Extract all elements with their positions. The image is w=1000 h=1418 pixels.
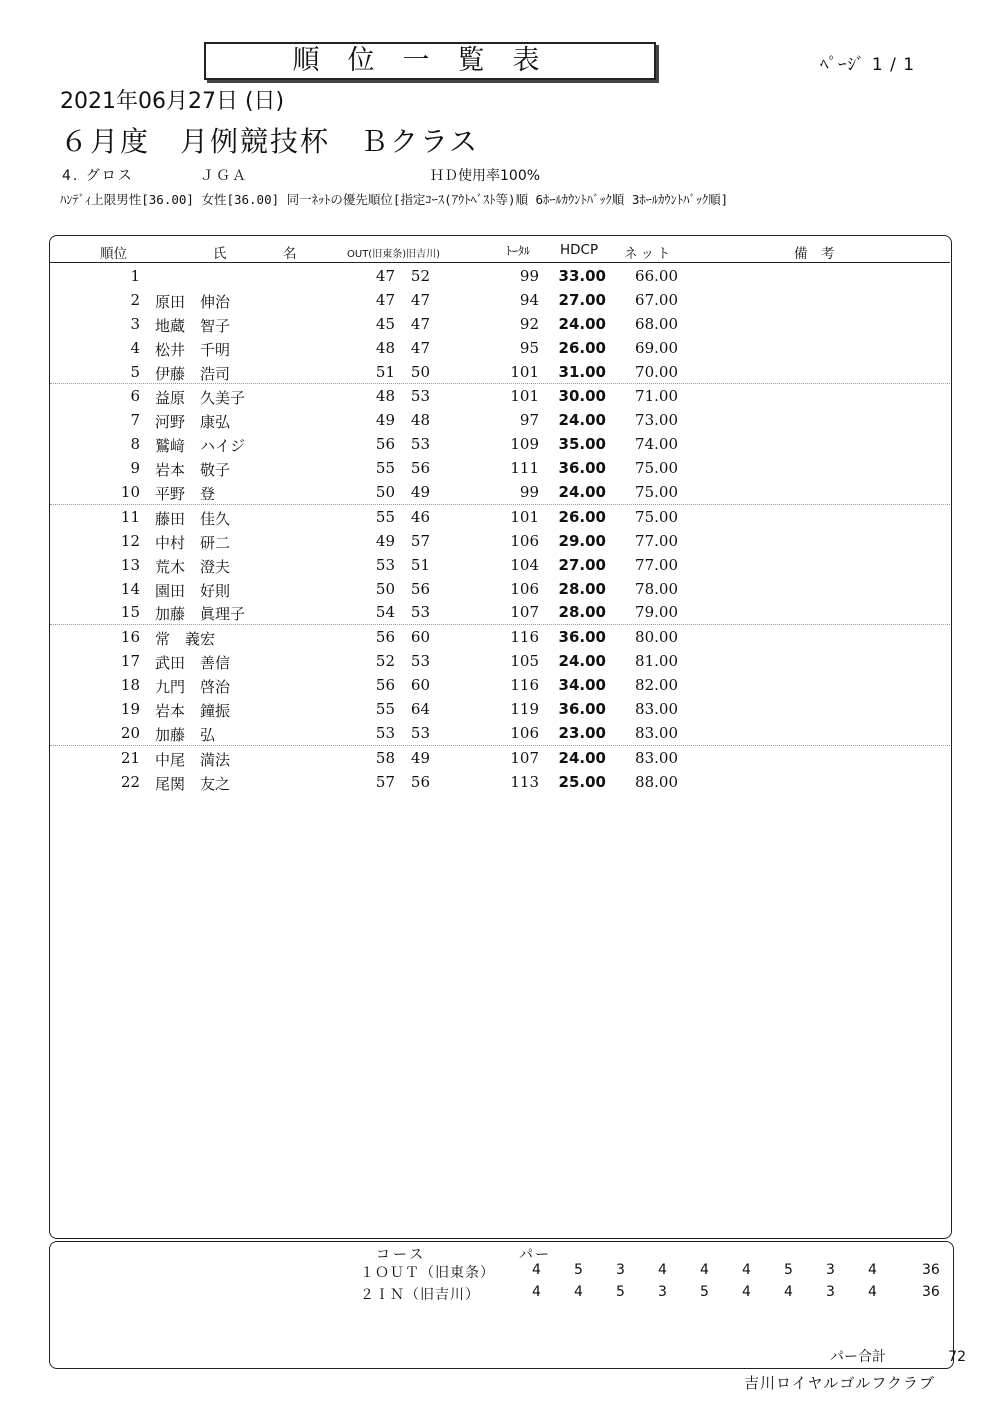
- net-cell: 67.00: [635, 290, 678, 309]
- in-score-cell: 47: [410, 338, 430, 357]
- results-table-body: [50, 264, 950, 794]
- net-cell: 74.00: [635, 435, 678, 454]
- table-row: [50, 721, 950, 746]
- player-name-cell: 鷲﨑 ハイジ: [155, 437, 246, 456]
- hdcp-cell: 31.00: [558, 362, 606, 381]
- hole-par: 5: [784, 1262, 793, 1278]
- in-score-cell: 53: [410, 435, 430, 454]
- net-cell: 83.00: [635, 723, 678, 742]
- rank-cell: 19: [120, 700, 140, 719]
- total-cell: 116: [510, 628, 539, 647]
- player-name-cell: 武田 善信: [155, 654, 231, 673]
- in-score-cell: 53: [410, 723, 430, 742]
- table-row: [50, 336, 950, 360]
- in-score-cell: 52: [410, 267, 430, 285]
- net-cell: 80.00: [635, 628, 678, 647]
- rank-cell: 10: [120, 483, 140, 502]
- in-score-cell: 57: [410, 531, 430, 550]
- table-row: [50, 456, 950, 480]
- net-cell: 71.00: [635, 387, 678, 406]
- hole-par: 4: [742, 1262, 751, 1278]
- handicap-org: ＪＧＡ: [200, 168, 248, 184]
- table-row: [50, 673, 950, 697]
- out-score-cell: 47: [375, 267, 395, 285]
- player-name-cell: 地蔵 智子: [155, 316, 231, 335]
- hdcp-cell: 36.00: [558, 628, 606, 647]
- total-cell: 101: [510, 387, 539, 406]
- out-score-cell: 49: [375, 411, 395, 430]
- hole-par: 5: [574, 1262, 583, 1278]
- hdcp-cell: 24.00: [558, 652, 606, 671]
- table-row: [50, 553, 950, 577]
- col-name-family: 氏: [213, 246, 227, 262]
- rank-cell: 20: [120, 723, 140, 742]
- total-cell: 106: [510, 723, 539, 742]
- rank-cell: 5: [130, 362, 140, 381]
- rank-cell: 17: [120, 652, 140, 671]
- player-name-cell: 益原 久美子: [155, 389, 246, 408]
- player-name-cell: 尾関 友之: [155, 774, 231, 793]
- total-cell: 101: [510, 507, 539, 526]
- hdcp-cell: 34.00: [558, 676, 606, 695]
- out-score-cell: 53: [375, 723, 395, 742]
- in-score-cell: 53: [410, 603, 430, 622]
- hdcp-cell: 29.00: [558, 531, 606, 550]
- total-cell: 99: [519, 483, 539, 502]
- table-row: [50, 480, 950, 505]
- player-name-cell: 加藤 眞理子: [155, 605, 246, 624]
- table-row: [50, 312, 950, 336]
- out-score-cell: 47: [375, 290, 395, 309]
- club-name: 吉川ロイヤルゴルフクラブ: [744, 1374, 935, 1392]
- hdcp-cell: 27.00: [558, 290, 606, 309]
- out-score-cell: 56: [375, 435, 395, 454]
- hdcp-cell: 26.00: [558, 507, 606, 526]
- hole-par: 4: [574, 1284, 583, 1300]
- table-header: [50, 242, 950, 263]
- table-row: [50, 432, 950, 456]
- course-label: コース: [376, 1247, 427, 1263]
- total-cell: 113: [510, 772, 539, 791]
- col-net: ネット: [624, 246, 674, 262]
- hole-par: 4: [868, 1262, 877, 1278]
- player-name-cell: 中尾 満法: [155, 750, 231, 769]
- hdcp-cell: 24.00: [558, 483, 606, 502]
- out-score-cell: 53: [375, 555, 395, 574]
- handicap-rules: ﾊﾝﾃﾞｨ上限男性[36.00] 女性[36.00] 同一ﾈｯﾄの優先順位[指定ｺｰｽ(ｱｳﾄﾍﾞｽﾄ等)順 6ﾎｰﾙｶｳﾝﾄﾊﾞｯｸ順 3ﾎｰﾙｶｳﾝﾄﾊﾞｯｸ順]: [60, 192, 729, 207]
- total-cell: 106: [510, 579, 539, 598]
- table-row: [50, 746, 950, 770]
- net-cell: 75.00: [635, 483, 678, 502]
- rank-cell: 9: [130, 459, 140, 478]
- out-score-cell: 55: [375, 459, 395, 478]
- table-row: [50, 288, 950, 312]
- hole-par: 5: [700, 1284, 709, 1300]
- total-cell: 95: [519, 338, 539, 357]
- total-cell: 94: [519, 290, 539, 309]
- in-score-cell: 53: [410, 387, 430, 406]
- hdcp-cell: 36.00: [558, 700, 606, 719]
- table-row: [50, 577, 950, 601]
- rank-cell: 13: [120, 555, 140, 574]
- table-row: [50, 384, 950, 408]
- table-row: [50, 625, 950, 649]
- table-row: [50, 697, 950, 721]
- out-score-cell: 52: [375, 652, 395, 671]
- hdcp-cell: 28.00: [558, 579, 606, 598]
- course-row: [360, 1284, 950, 1304]
- in-score-cell: 51: [410, 555, 430, 574]
- hole-par: 4: [868, 1284, 877, 1300]
- net-cell: 79.00: [635, 603, 678, 622]
- hdcp-cell: 24.00: [558, 411, 606, 430]
- course-frame: [49, 1241, 954, 1369]
- hdcp-cell: 30.00: [558, 387, 606, 406]
- out-score-cell: 49: [375, 531, 395, 550]
- net-cell: 75.00: [635, 459, 678, 478]
- col-out-in: OUT(旧東条)旧吉川): [347, 249, 441, 260]
- total-cell: 119: [510, 700, 539, 719]
- in-score-cell: 48: [410, 411, 430, 430]
- rank-cell: 7: [130, 411, 140, 430]
- hdcp-cell: 26.00: [558, 338, 606, 357]
- course-row: [360, 1262, 950, 1282]
- net-cell: 75.00: [635, 507, 678, 526]
- out-score-cell: 48: [375, 338, 395, 357]
- course-name: １ＯＵＴ（旧東条）: [360, 1265, 495, 1281]
- table-row: [50, 770, 950, 794]
- player-name-cell: 岩本 敬子: [155, 461, 231, 480]
- player-name-cell: 岩本 鐘振: [155, 702, 231, 721]
- player-name-cell: 荒木 澄夫: [155, 557, 231, 576]
- net-cell: 81.00: [635, 652, 678, 671]
- total-cell: 99: [519, 267, 539, 285]
- table-row: [50, 360, 950, 385]
- hdcp-cell: 24.00: [558, 748, 606, 767]
- hole-par: 3: [826, 1284, 835, 1300]
- net-cell: 78.00: [635, 579, 678, 598]
- net-cell: 68.00: [635, 314, 678, 333]
- table-row: [50, 600, 950, 625]
- table-row: [50, 505, 950, 529]
- par-label: パー: [519, 1247, 551, 1263]
- out-score-cell: 57: [375, 772, 395, 791]
- rank-cell: 16: [120, 628, 140, 647]
- player-name-cell: 園田 好則: [155, 581, 231, 600]
- col-rank: 順位: [100, 246, 127, 262]
- out-score-cell: 45: [375, 314, 395, 333]
- player-name-cell: 藤田 佳久: [155, 509, 231, 528]
- out-score-cell: 48: [375, 387, 395, 406]
- net-cell: 77.00: [635, 555, 678, 574]
- rank-cell: 6: [130, 387, 140, 406]
- hdcp-cell: 36.00: [558, 459, 606, 478]
- out-score-cell: 54: [375, 603, 395, 622]
- hdcp-cell: 35.00: [558, 435, 606, 454]
- net-cell: 83.00: [635, 700, 678, 719]
- hdcp-cell: 27.00: [558, 555, 606, 574]
- out-score-cell: 56: [375, 676, 395, 695]
- hole-par: 5: [616, 1284, 625, 1300]
- net-cell: 66.00: [635, 267, 678, 285]
- net-cell: 77.00: [635, 531, 678, 550]
- event-date: 2021年06月27日 (日): [60, 89, 285, 114]
- rank-cell: 22: [120, 772, 140, 791]
- net-cell: 83.00: [635, 748, 678, 767]
- rank-cell: 14: [120, 579, 140, 598]
- rank-cell: 15: [120, 603, 140, 622]
- hole-par: 4: [658, 1262, 667, 1278]
- in-score-cell: 56: [410, 772, 430, 791]
- hdcp-cell: 23.00: [558, 723, 606, 742]
- in-score-cell: 49: [410, 483, 430, 502]
- table-row: [50, 408, 950, 432]
- course-par-total: 36: [922, 1262, 940, 1278]
- rank-cell: 8: [130, 435, 140, 454]
- col-remarks: 備 考: [794, 246, 835, 262]
- hdcp-cell: 28.00: [558, 603, 606, 622]
- total-cell: 106: [510, 531, 539, 550]
- player-name-cell: 伊藤 浩司: [155, 364, 231, 383]
- net-cell: 70.00: [635, 362, 678, 381]
- rank-cell: 1: [130, 267, 140, 285]
- hole-par: 4: [700, 1262, 709, 1278]
- player-name-cell: 平野 登: [155, 485, 216, 504]
- net-cell: 69.00: [635, 338, 678, 357]
- rank-cell: 11: [120, 507, 140, 526]
- hole-par: 4: [784, 1284, 793, 1300]
- hole-par: 4: [532, 1284, 541, 1300]
- rank-cell: 21: [120, 748, 140, 767]
- col-hdcp: HDCP: [560, 242, 599, 258]
- hole-par: 3: [616, 1262, 625, 1278]
- par-total-label: パー合計: [830, 1349, 886, 1365]
- player-name-cell: 原田 伸治: [155, 292, 231, 311]
- course-name: ２ＩＮ（旧吉川）: [360, 1287, 480, 1303]
- document-title: 順位一覧表: [204, 42, 656, 80]
- scoring-method: 4. グロス: [62, 168, 134, 184]
- total-cell: 107: [510, 748, 539, 767]
- net-cell: 73.00: [635, 411, 678, 430]
- hole-par: 3: [658, 1284, 667, 1300]
- in-score-cell: 49: [410, 748, 430, 767]
- total-cell: 109: [510, 435, 539, 454]
- out-score-cell: 55: [375, 507, 395, 526]
- out-score-cell: 58: [375, 748, 395, 767]
- out-score-cell: 51: [375, 362, 395, 381]
- hdcp-cell: 33.00: [558, 267, 606, 285]
- in-score-cell: 47: [410, 290, 430, 309]
- rank-cell: 2: [130, 290, 140, 309]
- in-score-cell: 53: [410, 652, 430, 671]
- out-score-cell: 56: [375, 628, 395, 647]
- hole-par: 3: [826, 1262, 835, 1278]
- hdcp-cell: 25.00: [558, 772, 606, 791]
- hole-par: 4: [532, 1262, 541, 1278]
- out-score-cell: 55: [375, 700, 395, 719]
- total-cell: 111: [510, 459, 539, 478]
- handicap-usage-rate: ＨＤ使用率100%: [430, 168, 541, 184]
- out-score-cell: 50: [375, 483, 395, 502]
- total-cell: 116: [510, 676, 539, 695]
- in-score-cell: 64: [410, 700, 430, 719]
- net-cell: 82.00: [635, 676, 678, 695]
- player-name-cell: 加藤 弘: [155, 725, 216, 744]
- table-row: [50, 529, 950, 553]
- total-cell: 97: [519, 411, 539, 430]
- total-cell: 105: [510, 652, 539, 671]
- player-name-cell: 中村 研二: [155, 533, 231, 552]
- rank-cell: 4: [130, 338, 140, 357]
- par-total: [830, 1346, 966, 1366]
- total-cell: 104: [510, 555, 539, 574]
- total-cell: 101: [510, 362, 539, 381]
- in-score-cell: 50: [410, 362, 430, 381]
- rank-cell: 18: [120, 676, 140, 695]
- in-score-cell: 60: [410, 676, 430, 695]
- player-name-cell: 松井 千明: [155, 340, 231, 359]
- player-name-cell: 河野 康弘: [155, 413, 231, 432]
- hdcp-cell: 24.00: [558, 314, 606, 333]
- total-cell: 92: [519, 314, 539, 333]
- table-row: [50, 264, 950, 288]
- in-score-cell: 56: [410, 579, 430, 598]
- rank-cell: 12: [120, 531, 140, 550]
- rank-cell: 3: [130, 314, 140, 333]
- page-indicator: ﾍﾟｰｼﾞ 1 / 1: [820, 55, 916, 75]
- out-score-cell: 50: [375, 579, 395, 598]
- col-name-given: 名: [283, 246, 297, 262]
- hole-par: 4: [742, 1284, 751, 1300]
- in-score-cell: 56: [410, 459, 430, 478]
- in-score-cell: 46: [410, 507, 430, 526]
- player-name-cell: 常 義宏: [155, 630, 216, 649]
- col-total: ﾄｰﾀﾙ: [506, 244, 531, 258]
- table-row: [50, 649, 950, 673]
- event-name: ６月度 月例競技杯 Ｂクラス: [60, 125, 480, 158]
- in-score-cell: 60: [410, 628, 430, 647]
- in-score-cell: 47: [410, 314, 430, 333]
- player-name-cell: 九門 啓治: [155, 678, 231, 697]
- net-cell: 88.00: [635, 772, 678, 791]
- par-total-value: 72: [948, 1349, 966, 1365]
- total-cell: 107: [510, 603, 539, 622]
- course-par-total: 36: [922, 1284, 940, 1300]
